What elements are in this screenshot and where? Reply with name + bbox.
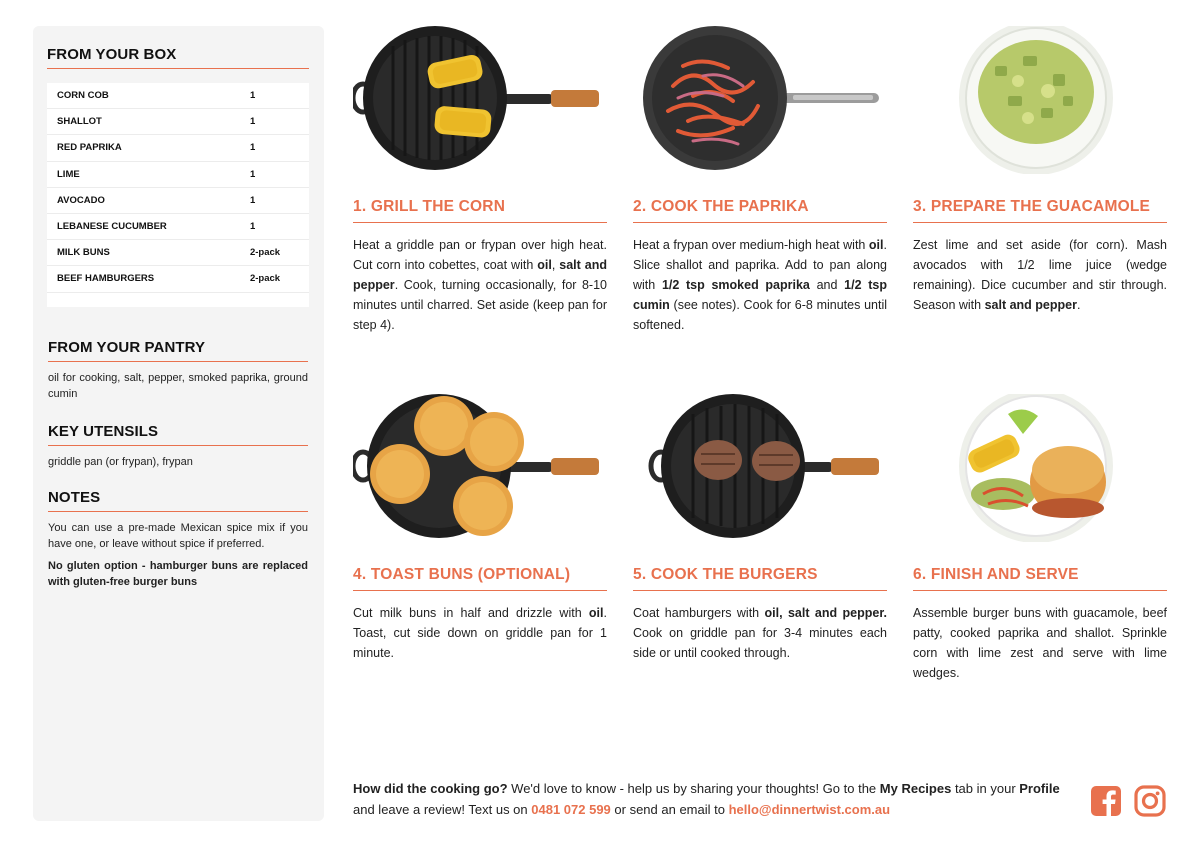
step-5-title: 5. COOK THE BURGERS [633, 566, 887, 591]
ingredient-name: RED PAPRIKA [57, 142, 122, 154]
ingredient-qty: 1 [249, 194, 256, 206]
step-text-run: Cook on griddle pan for 3-4 minutes each side or until cooked through. [633, 626, 887, 660]
step-text-run: Assemble burger buns with guacamole, beef patty, cooked paprika and shallot. Sprinkle corn with lime zest and serve with lime wedges. [913, 606, 1167, 680]
from-your-box-section [47, 46, 309, 307]
step-bold-text: salt and pepper [353, 258, 607, 292]
step-3-text [913, 235, 1167, 315]
pantry-text: oil for cooking, salt, pepper, smoked paprika, ground cumin [48, 372, 308, 400]
step-bold-text: oil [588, 606, 604, 620]
step-text-run: and [809, 278, 845, 292]
ingredient-row [47, 135, 309, 161]
footer-text-3: and leave a review! Text us on [353, 802, 532, 817]
step-text-run: . Cook, turning occasionally, for 8-10 minutes until charred. Set aside (keep pan for step 4). [353, 278, 607, 332]
step-bold-text: 1/2 tsp cumin [633, 278, 887, 312]
step-4 [353, 394, 607, 663]
ingredient-table [47, 83, 309, 307]
step-text-run: , [551, 258, 560, 272]
step-6-photo [913, 394, 1167, 542]
ingredient-qty: 2-pack [249, 247, 281, 259]
footer-text-4: or send an email to [610, 802, 729, 817]
pantry-title: FROM YOUR PANTRY [48, 339, 308, 362]
step-2 [633, 26, 887, 335]
step-text-run: Heat a frypan over medium-high heat with [633, 238, 869, 252]
ingredient-qty: 1 [249, 142, 256, 154]
utensils-text: griddle pan (or frypan), frypan [48, 456, 193, 468]
ingredient-qty: 1 [249, 168, 256, 180]
utensils-section [48, 423, 308, 470]
step-1-text [353, 235, 607, 335]
ingredient-qty: 1 [249, 116, 256, 128]
ingredient-name: BEEF HAMBURGERS [57, 273, 155, 285]
ingredient-name: MILK BUNS [57, 247, 110, 259]
step-1-title: 1. GRILL THE CORN [353, 198, 607, 223]
ingredient-name: CORN COB [57, 90, 109, 102]
step-text-run: (see notes). Cook for 6-8 minutes until softened. [633, 298, 887, 332]
step-4-photo [353, 394, 607, 542]
ingredient-row [47, 214, 309, 240]
footer-text-2: tab in your [951, 781, 1020, 796]
notes-title: NOTES [48, 489, 308, 512]
ingredient-qty: 2-pack [249, 273, 281, 285]
notes-section [48, 489, 308, 590]
ingredient-row [47, 188, 309, 214]
step-3-title: 3. PREPARE THE GUACAMOLE [913, 198, 1167, 223]
step-5-text [633, 603, 887, 663]
step-6-title: 6. FINISH AND SERVE [913, 566, 1167, 591]
profile-link[interactable]: Profile [1019, 781, 1060, 796]
utensils-title: KEY UTENSILS [48, 423, 308, 446]
ingredient-row [47, 83, 309, 109]
notes-text: You can use a pre-made Mexican spice mix if you have one, or leave without spice if preferred. [48, 522, 308, 550]
step-text-run: Cut milk buns in half and drizzle with [353, 606, 589, 620]
footer-question: How did the cooking go? [353, 781, 508, 796]
ingredient-row [47, 109, 309, 135]
step-3 [913, 26, 1167, 315]
step-text-run: Zest lime and set aside (for corn). Mash avocados with 1/2 lime juice (wedge remaining). Dice cucumber and stir through. Season with [913, 238, 1167, 312]
box-title: FROM YOUR BOX [47, 46, 309, 69]
step-text-run: . Toast, cut side down on griddle pan for 1 minute. [353, 606, 607, 660]
step-bold-text: 1/2 tsp smoked paprika [661, 278, 810, 292]
ingredient-name: LIME [57, 168, 80, 180]
step-bold-text: oil [868, 238, 884, 252]
ingredient-name: LEBANESE CUCUMBER [57, 221, 167, 233]
step-text-run: Coat hamburgers with [633, 606, 765, 620]
instagram-icon[interactable] [1134, 785, 1166, 817]
pantry-section [48, 339, 308, 402]
step-text-run: Heat a griddle pan or frypan over high heat. Cut corn into cobettes, coat with [353, 238, 607, 272]
step-1 [353, 26, 607, 335]
step-5 [633, 394, 887, 663]
email-link[interactable]: hello@dinnertwist.com.au [728, 802, 891, 817]
step-4-title: 4. TOAST BUNS (OPTIONAL) [353, 566, 607, 591]
notes-gluten-text: No gluten option - hamburger buns are replaced with gluten-free burger buns [48, 560, 308, 588]
step-3-photo [913, 26, 1167, 174]
ingredient-qty: 1 [249, 90, 256, 102]
step-text-run: . Slice shallot and paprika. Add to pan along with [633, 238, 887, 292]
step-4-text [353, 603, 607, 663]
phone-number-link[interactable]: 0481 072 599 [531, 802, 611, 817]
footer-text-1: We'd love to know - help us by sharing your thoughts! Go to the [507, 781, 880, 796]
step-6 [913, 394, 1167, 683]
ingredient-name: SHALLOT [57, 116, 102, 128]
ingredient-row [47, 266, 309, 292]
ingredient-qty: 1 [249, 221, 256, 233]
my-recipes-link[interactable]: My Recipes [879, 781, 952, 796]
ingredient-name: AVOCADO [57, 194, 105, 206]
feedback-footer [353, 778, 1073, 820]
ingredients-sidebar [33, 26, 324, 821]
step-6-text [913, 603, 1167, 683]
step-1-photo [353, 26, 607, 174]
step-bold-text: oil [537, 258, 552, 272]
step-text-run: . [1076, 298, 1081, 312]
ingredient-row [47, 162, 309, 188]
step-5-photo [633, 394, 887, 542]
step-2-title: 2. COOK THE PAPRIKA [633, 198, 887, 223]
step-2-photo [633, 26, 887, 174]
step-bold-text: salt and pepper [984, 298, 1077, 312]
ingredient-row [47, 240, 309, 266]
step-2-text [633, 235, 887, 335]
facebook-icon[interactable] [1090, 785, 1122, 817]
step-bold-text: oil, salt and pepper. [764, 606, 887, 620]
